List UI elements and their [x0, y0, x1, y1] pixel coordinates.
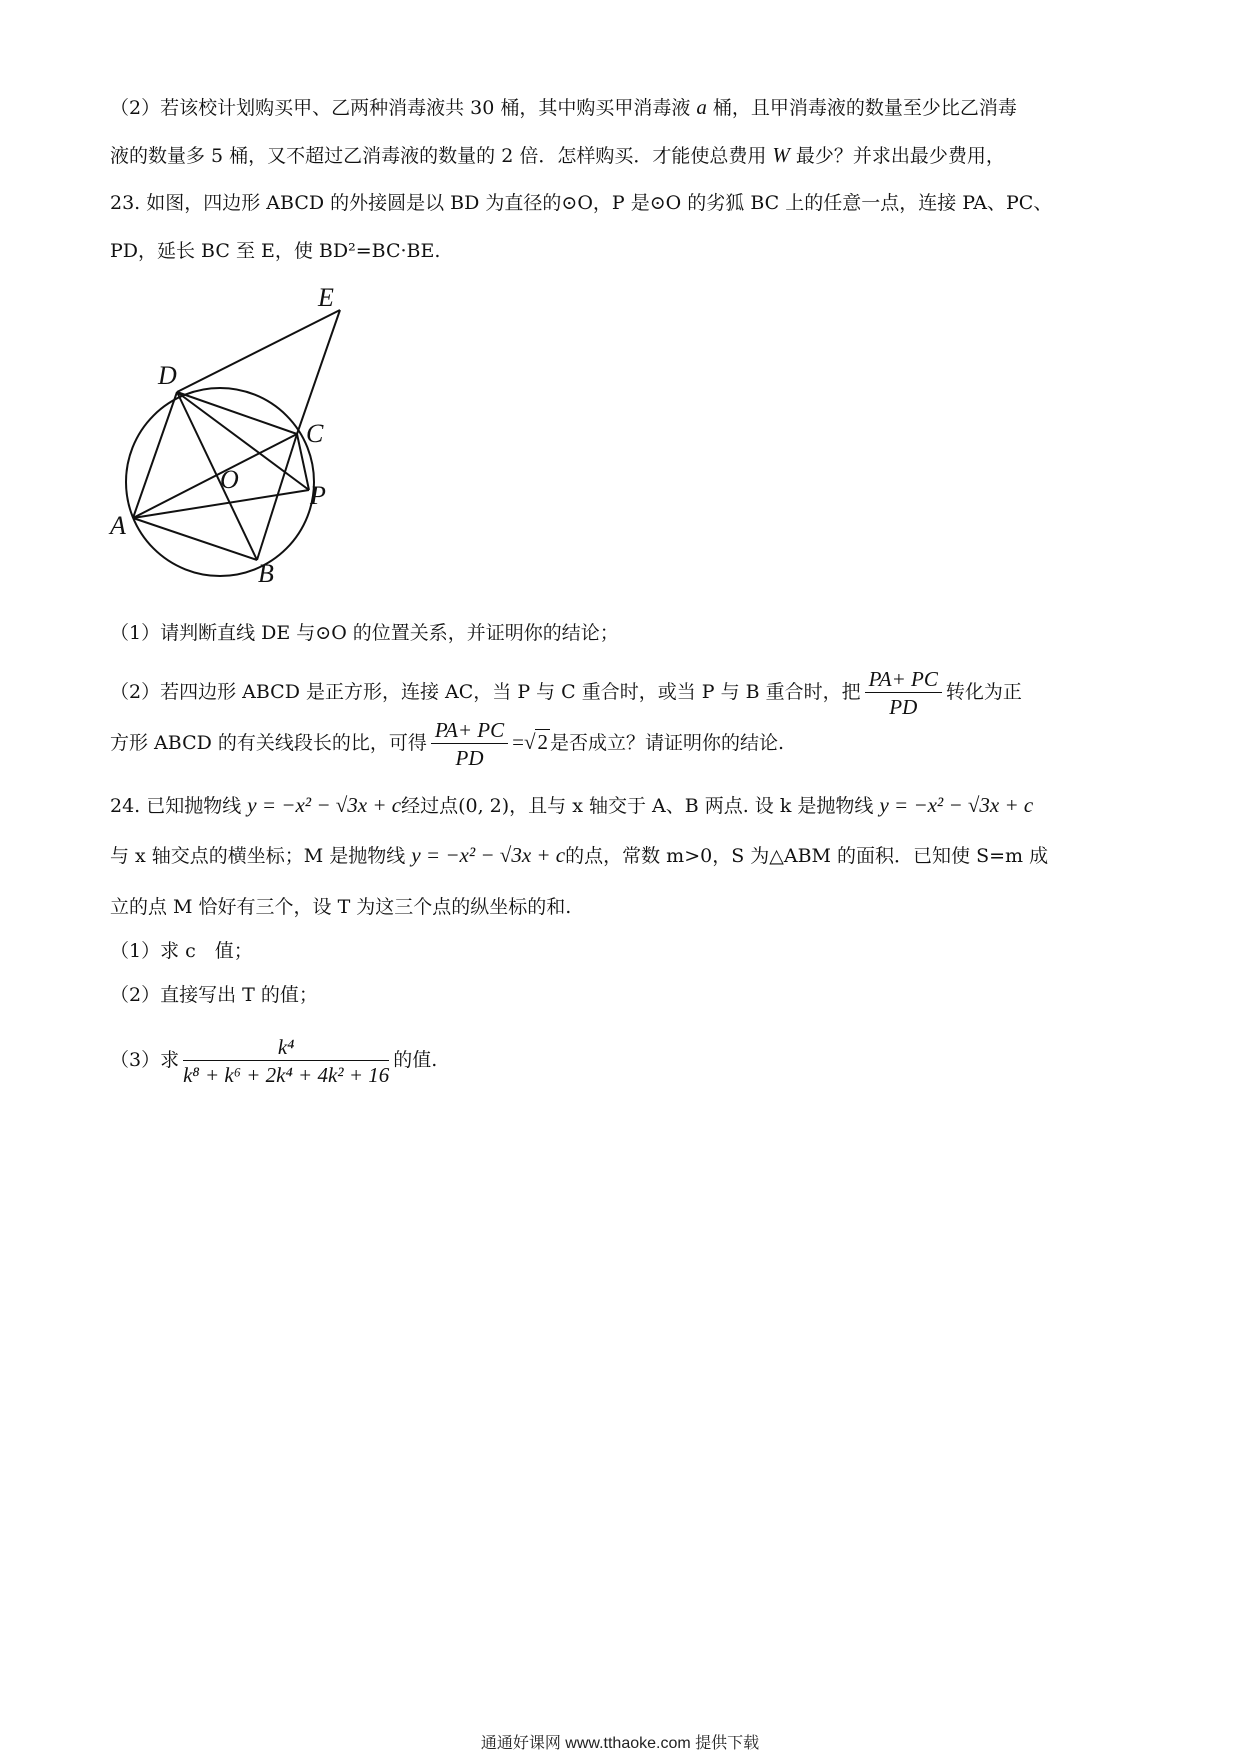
label-b: B — [258, 559, 274, 588]
label-a: A — [110, 511, 126, 540]
fraction-pa-pc-pd — [431, 717, 508, 772]
q24-text: 经过点(0, 2)，且与 x 轴交于 A、B 两点. 设 k 是抛物线 — [401, 795, 880, 817]
parabola-formula: y = −x² − √3x + c — [879, 793, 1034, 817]
q22-var-w: W — [772, 143, 790, 167]
q23-text: 方形 ABCD 的有关线段长的比，可得 — [110, 732, 427, 754]
label-c: C — [306, 419, 324, 448]
q22-text: （2）若该校计划购买甲、乙两种消毒液共 30 桶，其中购买甲消毒液 — [110, 97, 697, 119]
q22-text: 液的数量多 5 桶，又不超过乙消毒液的数量的 2 倍．怎样购买．才能使总费用 — [110, 145, 773, 167]
q23-text: 转化为正 — [945, 681, 1022, 703]
q22-part2-line1 — [110, 92, 1017, 123]
q24-line2 — [110, 840, 1048, 871]
q23-stem-line1: 23. 如图，四边形 ABCD 的外接圆是以 BD 为直径的⊙O，P 是⊙O 的劣狐 BC 上的任意一点，连接 PA、PC、 — [110, 192, 1053, 214]
sqrt-two — [524, 714, 550, 770]
label-d: D — [158, 361, 177, 390]
fraction-numerator: PA+ PC — [865, 666, 942, 693]
fraction-denominator: PD — [455, 745, 484, 770]
fraction-denominator: k⁸ + k⁶ + 2k⁴ + 4k² + 16 — [183, 1062, 390, 1087]
label-o: O — [220, 465, 239, 494]
label-p: P — [310, 481, 326, 510]
fraction-k-expression — [183, 1034, 389, 1089]
fraction-denominator: PD — [889, 694, 918, 719]
q22-var-a: a — [696, 95, 707, 119]
q23-part2-line2 — [110, 714, 784, 772]
radical-sign-icon: √ — [523, 730, 536, 754]
q24-text: 与 x 轴交点的横坐标；M 是抛物线 — [110, 845, 412, 867]
fraction-pa-pc-pd — [865, 666, 942, 721]
q24-line3: 立的点 M 恰好有三个，设 T 为这三个点的纵坐标的和. — [110, 896, 572, 918]
q24-part2: （2）直接写出 T 的值； — [110, 984, 318, 1006]
parabola-formula: y = −x² − √3x + c — [247, 793, 402, 817]
q23-part1: （1）请判断直线 DE 与⊙O 的位置关系，并证明你的结论； — [110, 622, 619, 644]
q23-text: 是否成立？请证明你的结论. — [549, 732, 785, 754]
segment-ab — [133, 518, 257, 560]
q24-text: 的点，常数 m>0，S 为△ABM 的面积．已知使 S=m 成 — [565, 845, 1049, 867]
q24-text: （3）求 — [110, 1049, 180, 1071]
q23-part2-line1 — [110, 664, 1022, 721]
geometry-figure — [110, 283, 440, 610]
q24-text: 24. 已知抛物线 — [110, 795, 248, 817]
fraction-numerator: k⁴ — [183, 1034, 389, 1061]
fraction-numerator: PA+ PC — [431, 717, 508, 744]
q23-stem-line2: PD，延长 BC 至 E，使 BD²=BC·BE. — [110, 240, 441, 262]
q24-text: 的值. — [393, 1049, 438, 1071]
q24-part1: （1）求 c 值； — [110, 940, 253, 962]
q24-line1 — [110, 790, 1033, 821]
segment-dp — [177, 392, 309, 490]
equals-sign: = — [512, 730, 524, 754]
q22-text: 桶，且甲消毒液的数量至少比乙消毒 — [706, 97, 1017, 119]
q23-text: （2）若四边形 ABCD 是正方形，连接 AC，当 P 与 C 重合时，或当 P 与 B 重合时，把 — [110, 681, 861, 703]
q22-text: 最少？并求出最少费用， — [789, 145, 1005, 167]
sqrt-radicand: 2 — [537, 730, 548, 754]
label-e: E — [318, 283, 334, 312]
q22-part2-line2 — [110, 140, 1005, 171]
page-footer: 通通好课网 www.tthaoke.com 提供下载 — [480, 1735, 760, 1752]
parabola-formula: y = −x² − √3x + c — [411, 843, 566, 867]
q24-part3 — [110, 1030, 437, 1090]
